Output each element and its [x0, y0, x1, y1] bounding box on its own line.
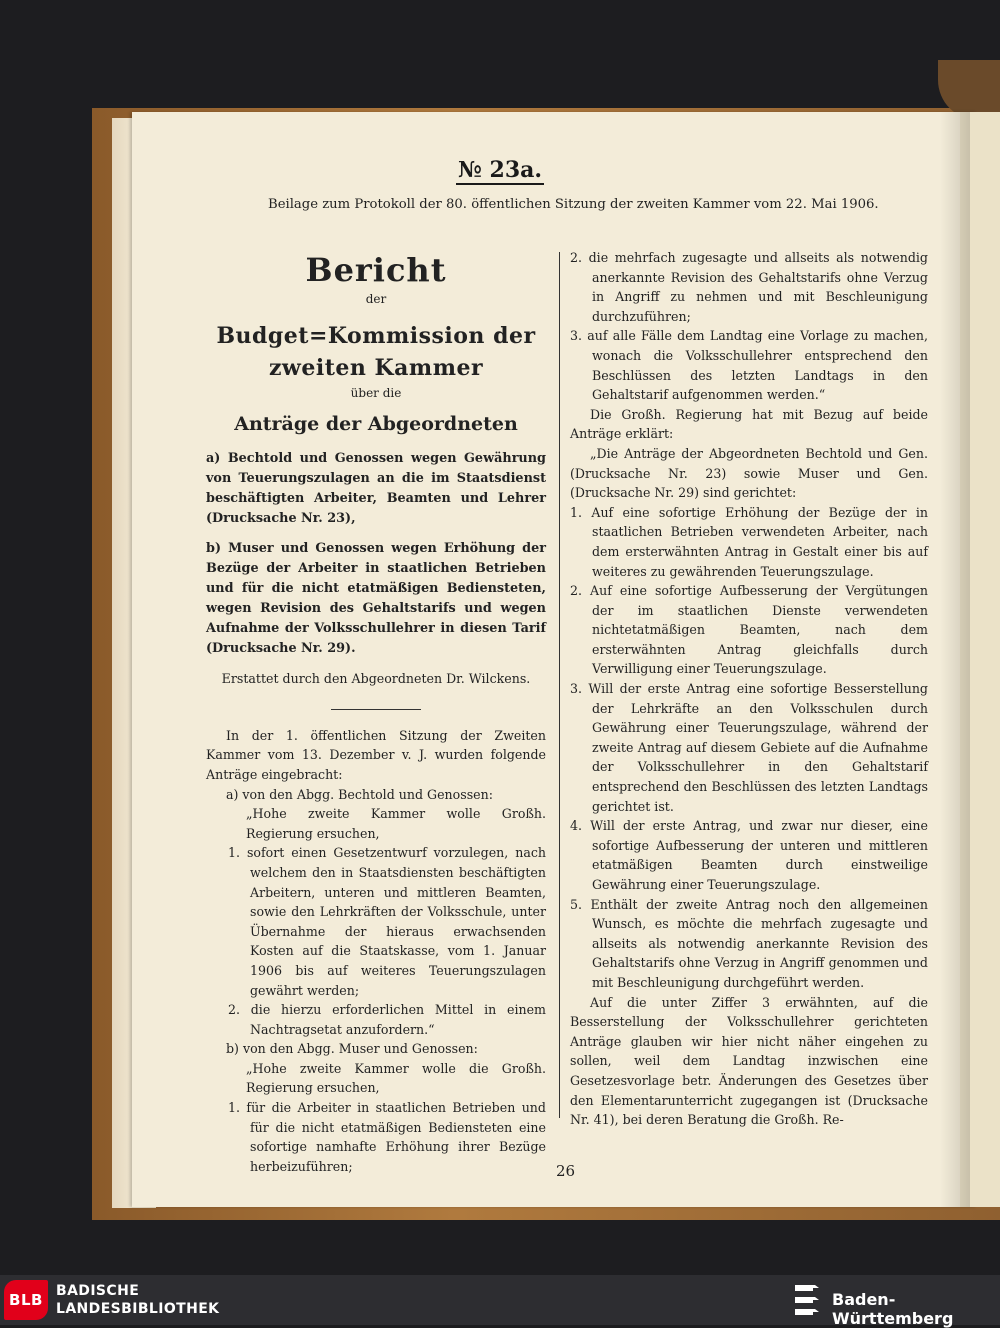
- item-b: b) Muser und Genossen wegen Erhöhung der Bezüge der Arbeiter in staatlichen Betrieben und für die nicht etatmäßigen Bediensteten, wegen Revision des Gehaltstarifs und wegen Aufnahme der Volksschullehrer in diesen Tarif (Drucksache Nr. 29).: [206, 541, 546, 657]
- library-name-line1: BADISCHE: [56, 1283, 140, 1299]
- r-point-3: 3. auf alle Fälle dem Landtag eine Vorlage zu machen, wonach die Volksschullehrer entsprechend den Beschlüssen des letzten Landtags in den Gehaltstarif aufgenommen werden.“: [570, 328, 928, 403]
- point-3: 3. Will der erste Antrag eine sofortige Besserstellung der Lehrkräfte an den Volksschulen durch Gewährung einer Teuerungszulage, während der zweite Antrag auf diesem Gebiete auf die Aufnahme der Volksschullehrer in den Gehaltstarif entsprechend den Beschlüssen des letzten Landtags gerichtet ist.: [570, 681, 928, 814]
- regierung-paragraph: Die Großh. Regierung hat mit Bezug auf beide Anträge erklärt:: [570, 406, 928, 442]
- report-title: Bericht: [305, 251, 447, 289]
- b-quote: „Hohe zweite Kammer wolle die Großh. Regierung ersuchen,: [246, 1060, 546, 1096]
- a-point-1: 1. sofort einen Gesetzentwurf vorzulegen, nach welchem den in Staatsdiensten beschäftigten Arbeitern, unteren und mittleren Beamten, sowie den Lehrkräften der Volksschule, unter Übernahme der hieraus erwachsenden Kosten auf die Staatskasse, vom 1. Januar 1906 bis auf weiteres Teuerungszulagen gewährt werden;: [228, 845, 546, 998]
- point-2: 2. Auf eine sofortige Aufbesserung der Vergütungen der im staatlichen Dienste verwendeten nichtetatmäßigen Beamten, nach dem ersterwähnten Antrag gleichfalls durch Verwilligung einer Teuerungszulage.: [570, 583, 928, 677]
- ueber-label: über die: [350, 385, 402, 400]
- r-point-2: 2. die mehrfach zugesagte und allseits als notwendig anerkannte Revision des Gehaltstarifs ohne Verzug in Angriff zu nehmen und mit Beschleunigung durchzuführen;: [570, 250, 928, 324]
- right-column: [570, 248, 928, 1130]
- a-point-2: 2. die hierzu erforderlichen Mittel in einem Nachtragsetat anzufordern.“: [228, 1002, 546, 1037]
- erstattet-line: Erstattet durch den Abgeordneten Dr. Wilckens.: [221, 671, 531, 687]
- point-4: 4. Will der erste Antrag, und zwar nur dieser, eine sofortige Aufbesserung der unteren und mittleren etatmäßigen Beamten durch einstweilige Gewährung einer Teuerungszulage.: [570, 818, 928, 892]
- closing-paragraph: Auf die unter Ziffer 3 erwähnten, auf die Besserstellung der Volksschullehrer gerichteten Anträge glauben wir hier nicht näher eingehen zu sollen, weil dem Landtag inzwischen eine Gesetzesvorlage betr. Änderungen des Gesetzes über den Elementarunterricht zugegangen ist (Drucksache Nr. 41), bei deren Beratung die Großh. Re-: [570, 994, 928, 1128]
- page-number: 26: [556, 1162, 576, 1180]
- point-1: 1. Auf eine sofortige Erhöhung der Bezüge der in staatlichen Betrieben verwendeten Arbeiter, nach dem ersterwähnten Antrag in Gestalt einer bis auf weiteres zu gewährenden Teuerungszulage.: [570, 504, 928, 579]
- commission-title: Budget=Kommission der zweiten Kammer: [216, 322, 536, 381]
- left-column: [206, 250, 546, 1176]
- library-name[interactable]: [56, 1282, 219, 1318]
- der-label: der: [365, 292, 387, 306]
- antraege-title: Anträge der Abgeordneten: [234, 413, 518, 436]
- b-point-1: 1. für die Arbeiter in staatlichen Betrieben und für die nicht etatmäßigen Bediensteten eine sofortige namhafte Erhöhung ihrer Bezüge herbeizuführen;: [228, 1100, 546, 1174]
- three-lions-icon: [792, 1281, 822, 1319]
- quote-intro: „Die Anträge der Abgeordneten Bechtold und Gen. (Drucksache Nr. 23) sowie Muser und Gen. (Drucksache Nr. 29) sind gerichtet:: [570, 445, 928, 501]
- section-rule: [331, 709, 421, 710]
- page-fold-shadow: [940, 112, 970, 1207]
- b-von: b) von den Abgg. Muser und Genossen:: [226, 1041, 478, 1057]
- a-quote: „Hohe zweite Kammer wolle Großh. Regierung ersuchen,: [246, 806, 546, 841]
- beilage-line: Beilage zum Protokoll der 80. öffentlichen Sitzung der zweiten Kammer vom 22. Mai 1906.: [268, 197, 879, 212]
- column-divider: [559, 252, 560, 1118]
- bw-label[interactable]: Baden-Württemberg: [832, 1290, 954, 1328]
- library-name-line2: LANDESBIBLIOTHEK: [56, 1301, 220, 1317]
- blb-logo[interactable]: BLB: [4, 1280, 48, 1320]
- document-number: № 23a.: [457, 157, 543, 183]
- item-a: a) Bechtold und Genossen wegen Gewährung von Teuerungszulagen an die im Staatsdienst beschäftigten Arbeiter, Beamten und Lehrer (Drucksache Nr. 23),: [206, 451, 546, 527]
- intro-paragraph: In der 1. öffentlichen Sitzung der Zweiten Kammer vom 13. Dezember v. J. wurden folgende Anträge eingebracht:: [206, 727, 546, 782]
- point-5: 5. Enthält der zweite Antrag noch den allgemeinen Wunsch, es möchte die mehrfach zugesagte und allseits als notwendig anerkannte Revision des Gehaltstarifs ohne Verzug in Angriff genommen und mit Beschleunigung durchgeführt werden.: [570, 896, 928, 990]
- a-von: a) von den Abgg. Bechtold und Genossen:: [226, 786, 493, 802]
